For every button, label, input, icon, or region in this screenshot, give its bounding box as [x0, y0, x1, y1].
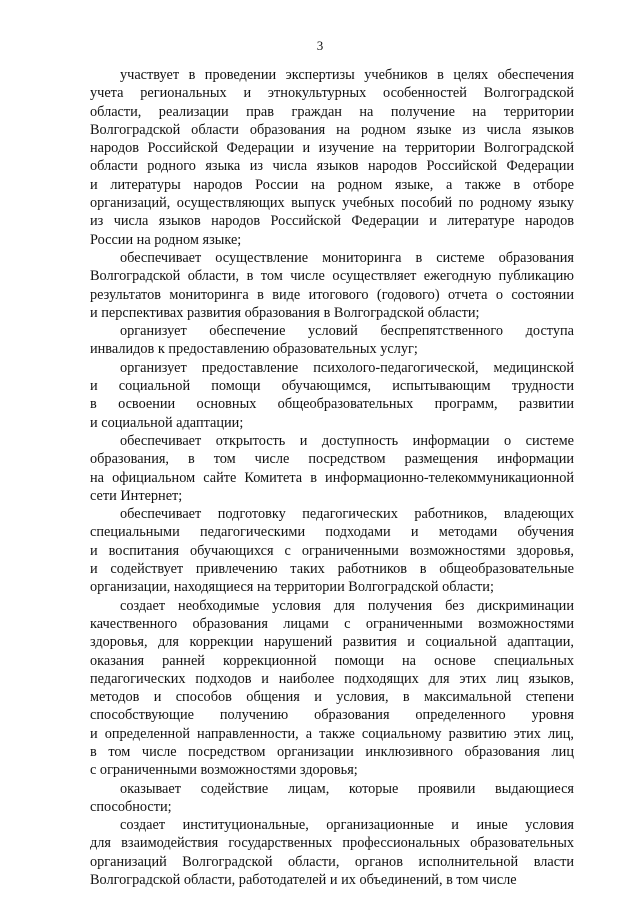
- document-body: [90, 66, 574, 889]
- paragraph-first-line: обеспечивает осуществление мониторинга в системе образования: [120, 249, 574, 266]
- paragraph-first-line: участвует в проведении экспертизы учебников в целях обеспечения: [120, 67, 574, 83]
- paragraph-line: способности;: [90, 798, 172, 815]
- paragraph-line: качественного образования лицами с ограниченными возможностями: [90, 615, 574, 632]
- paragraph-first-line: оказывает содействие лицам, которые проявили выдающиеся: [120, 780, 574, 797]
- paragraph-line: на официальном сайте Комитета в информационно-телекоммуникационной: [90, 469, 574, 486]
- paragraph-line: и определенной направленности, а также социальному развитию этих лиц,: [90, 725, 574, 742]
- paragraph-line: организации, находящиеся на территории Волгоградской области;: [90, 579, 494, 596]
- paragraph-first-line: обеспечивает открытость и доступность информации о системе: [120, 432, 574, 449]
- paragraph-line: области родного языка из числа языков народов Российской Федерации: [90, 158, 574, 175]
- paragraph-line: из числа языков народов Российской Федерации и литературе народов: [90, 213, 574, 230]
- paragraph-line: в том числе посредством организации инклюзивного образования лиц: [90, 743, 574, 760]
- paragraph-line: области, реализации прав граждан на получение на территории: [90, 103, 574, 120]
- paragraph-line: способствующие получению образования определенного уровня: [90, 707, 574, 724]
- paragraph-line: педагогических подходов и наиболее подходящих для этих лиц языков,: [90, 670, 574, 687]
- paragraph-line: и содействует привлечению таких работников в общеобразовательные: [90, 561, 574, 578]
- paragraph-line: и социальной адаптации;: [90, 414, 244, 431]
- paragraph-line: организаций Волгоградской области, органов исполнительной власти: [90, 853, 574, 870]
- paragraph-line: сети Интернет;: [90, 487, 183, 504]
- paragraph-first-line: организует предоставление психолого-педагогической, медицинской: [120, 359, 574, 376]
- paragraph-line: и литературы народов России на родном языке, а также в отборе: [90, 176, 574, 193]
- paragraph-line: организаций, осуществляющих выпуск учебных пособий по родному языку: [90, 195, 574, 212]
- paragraph-line: России на родном языке;: [90, 231, 242, 248]
- paragraph-line: и социальной помощи обучающимся, испытывающим трудности: [90, 378, 574, 395]
- paragraph-line: народов Российской Федерации и изучение на территории Волгоградской: [90, 140, 574, 157]
- paragraph-line: методов и способов общения и условия, в максимальной степени: [90, 689, 574, 706]
- paragraph-line: образования, в том числе посредством размещения информации: [90, 451, 574, 468]
- paragraph-first-line: организует обеспечение условий беспрепятственного доступа: [120, 323, 574, 340]
- paragraph-first-line: создает необходимые условия для получения без дискриминации: [120, 597, 574, 614]
- paragraph-line: результатов мониторинга в виде итогового (годового) отчета о состоянии: [90, 286, 574, 303]
- paragraph-line: специальными педагогическими подходами и методами обучения: [90, 524, 574, 541]
- page-number: 3: [316, 38, 324, 53]
- paragraph-line: и воспитания обучающихся с ограниченными возможностями здоровья,: [90, 542, 574, 559]
- paragraph-line: для взаимодействия государственных профессиональных образовательных: [90, 835, 574, 852]
- paragraph-line: оказания ранней коррекционной помощи на основе специальных: [90, 652, 574, 669]
- paragraph-line: здоровья, для коррекции нарушений развития и социальной адаптации,: [90, 634, 574, 651]
- paragraph-first-line: создает институциональные, организационные и иные условия: [120, 817, 574, 834]
- paragraph-line: учета региональных и этнокультурных особенностей Волгоградской: [90, 85, 574, 102]
- paragraph-line: с ограниченными возможностями здоровья;: [90, 762, 358, 779]
- paragraph-line: инвалидов к предоставлению образовательных услуг;: [90, 341, 418, 358]
- paragraph-line: в освоении основных общеобразовательных программ, развитии: [90, 396, 574, 413]
- paragraph-line: Волгоградской области образования на родном языке из числа языков: [90, 121, 574, 138]
- paragraph-line: и перспективах развития образования в Волгоградской области;: [90, 304, 480, 321]
- paragraph-line: Волгоградской области, работодателей и их объединений, в том числе: [90, 872, 517, 889]
- paragraph-first-line: обеспечивает подготовку педагогических работников, владеющих: [120, 506, 574, 523]
- paragraph-line: Волгоградской области, в том числе осуществляет ежегодную публикацию: [90, 268, 574, 285]
